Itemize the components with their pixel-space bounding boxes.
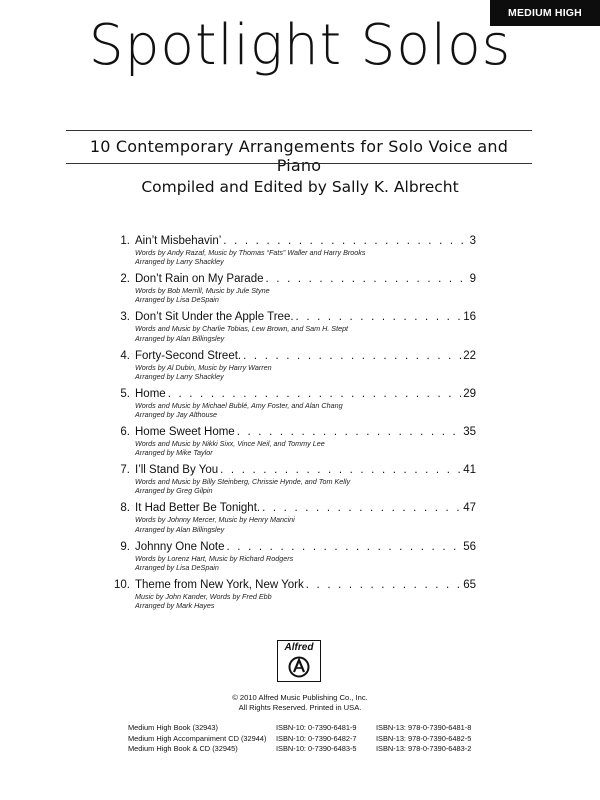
edition-isbn10: ISBN-10: 0-7390-6483-5 [276,744,357,754]
toc-dot-leader [168,387,462,401]
toc-arranger: Arranged by Mark Hayes [135,600,215,610]
edition-row [128,734,471,745]
alfred-logo-wordmark: Alfred [284,642,314,653]
edition-isbn10: ISBN-10: 0-7390-6482-7 [276,733,357,743]
toc-song-title: Theme from New York, New York [135,578,304,591]
toc-dot-leader [237,425,461,439]
compiled-by-line: Compiled and Edited by Sally K. Albrecht [141,178,459,196]
toc-number: 10. [114,578,130,591]
toc-credit: Words by Lorenz Hart, Music by Richard Rodgers [135,553,294,563]
rights-line: All Rights Reserved. Printed in USA. [238,703,362,712]
edition-isbn13: ISBN-13: 978-0-7390-6481-8 [376,723,472,732]
toc-arranger: Arranged by Jay Althouse [135,409,218,419]
toc-number: 6. [120,425,130,438]
toc-entry[interactable] [110,425,476,463]
toc-entry[interactable] [110,578,476,616]
toc-dot-leader [306,578,461,592]
toc-entry[interactable] [110,310,476,348]
toc-song-title: Home [135,387,166,400]
toc-number: 3. [120,311,130,324]
toc-number: 4. [120,349,130,362]
toc-song-title: Forty-Second Street. [135,349,242,362]
toc-page-number: 22 [463,349,476,362]
copyright-notice [0,693,600,713]
toc-entry[interactable] [110,540,476,578]
edition-name: Medium High Book (32943) [128,723,218,732]
edition-isbn13: ISBN-13: 978-0-7390-6482-5 [376,733,472,743]
edition-row [128,723,471,734]
toc-arranger: Arranged by Alan Billingsley [135,333,225,343]
toc-entry[interactable] [110,349,476,387]
toc-dot-leader [243,349,461,363]
toc-song-title: Don’t Rain on My Parade [135,273,264,286]
toc-entry[interactable] [110,234,476,272]
toc-entry[interactable] [110,387,476,425]
edition-isbn10: ISBN-10: 0-7390-6481-9 [276,723,357,732]
toc-page-number: 65 [463,578,476,591]
toc-credit: Words and Music by Nikki Sixx, Vince Neil, and Tommy Lee [135,438,325,448]
toc-entry[interactable] [110,501,476,539]
toc-page-number: 41 [463,464,476,477]
toc-song-title: Ain’t Misbehavin’ [135,235,222,247]
toc-arranger: Arranged by Lisa DeSpain [135,295,219,305]
toc-page-number: 9 [469,273,476,286]
toc-dot-leader [262,501,461,515]
toc-dot-leader [220,463,461,477]
toc-number: 5. [120,387,130,400]
edition-name: Medium High Accompaniment CD (32944) [128,733,267,743]
subtitle-bottom-rule [66,163,532,164]
toc-credit: Words and Music by Charlie Tobias, Lew Brown, and Sam H. Stept [135,324,349,334]
toc-number: 8. [120,502,130,515]
edition-isbn13: ISBN-13: 978-0-7390-6483-2 [376,744,472,754]
toc-number: 9. [120,540,130,553]
toc-arranger: Arranged by Lisa DeSpain [135,562,219,572]
toc-page-number: 35 [463,425,476,438]
table-of-contents [110,234,476,616]
toc-arranger: Arranged by Greg Gilpin [135,486,213,496]
toc-arranger: Arranged by Mike Taylor [135,448,213,458]
toc-page-number: 47 [463,502,476,515]
alfred-emblem-icon [288,655,310,679]
toc-number: 2. [120,273,130,286]
toc-dot-leader [296,310,462,324]
toc-entry[interactable] [110,272,476,310]
toc-page-number: 29 [463,387,476,400]
toc-credit: Words by Johnny Mercer, Music by Henry Mancini [135,515,295,525]
edition-row [128,744,471,755]
toc-credit: Words by Andy Razaf, Music by Thomas “Fats” Waller and Harry Brooks [135,248,366,257]
toc-credit: Words and Music by Michael Bublé, Amy Foster, and Alan Chang [135,400,343,410]
voice-range-badge: MEDIUM HIGH [490,0,600,26]
toc-arranger: Arranged by Larry Shackley [135,371,224,381]
edition-isbn-list [128,723,471,755]
toc-credit: Words by Bob Merrill, Music by Jule Styne [135,286,270,296]
toc-credit: Music by John Kander, Words by Fred Ebb [135,591,272,601]
toc-dot-leader [223,234,467,248]
toc-credit: Words by Al Dubin, Music by Harry Warren [135,362,272,372]
book-title: Spotlight Solos [88,13,512,78]
toc-dot-leader [265,272,467,286]
toc-song-title: Don’t Sit Under the Apple Tree. [135,311,294,324]
toc-song-title: It Had Better Be Tonight. [135,502,261,515]
copyright-line: © 2010 Alfred Music Publishing Co., Inc. [232,693,368,702]
toc-entry[interactable] [110,463,476,501]
toc-arranger: Arranged by Larry Shackley [135,257,224,267]
toc-arranger: Arranged by Alan Billingsley [135,524,225,534]
toc-number: 7. [120,464,130,477]
toc-song-title: I’ll Stand By You [135,464,219,477]
toc-credit: Words and Music by Billy Steinberg, Chrissie Hynde, and Tom Kelly [135,477,351,487]
alfred-logo [277,640,321,682]
toc-dot-leader [227,540,462,554]
toc-page-number: 56 [463,540,476,553]
toc-page-number: 16 [463,311,476,324]
toc-song-title: Home Sweet Home [135,425,235,438]
toc-number: 1. [120,235,130,247]
edition-name: Medium High Book & CD (32945) [128,744,238,754]
book-subtitle: 10 Contemporary Arrangements for Solo Voice and Piano [89,137,509,175]
toc-song-title: Johnny One Note [135,540,225,553]
toc-page-number: 3 [469,235,476,247]
subtitle-top-rule [66,130,532,131]
